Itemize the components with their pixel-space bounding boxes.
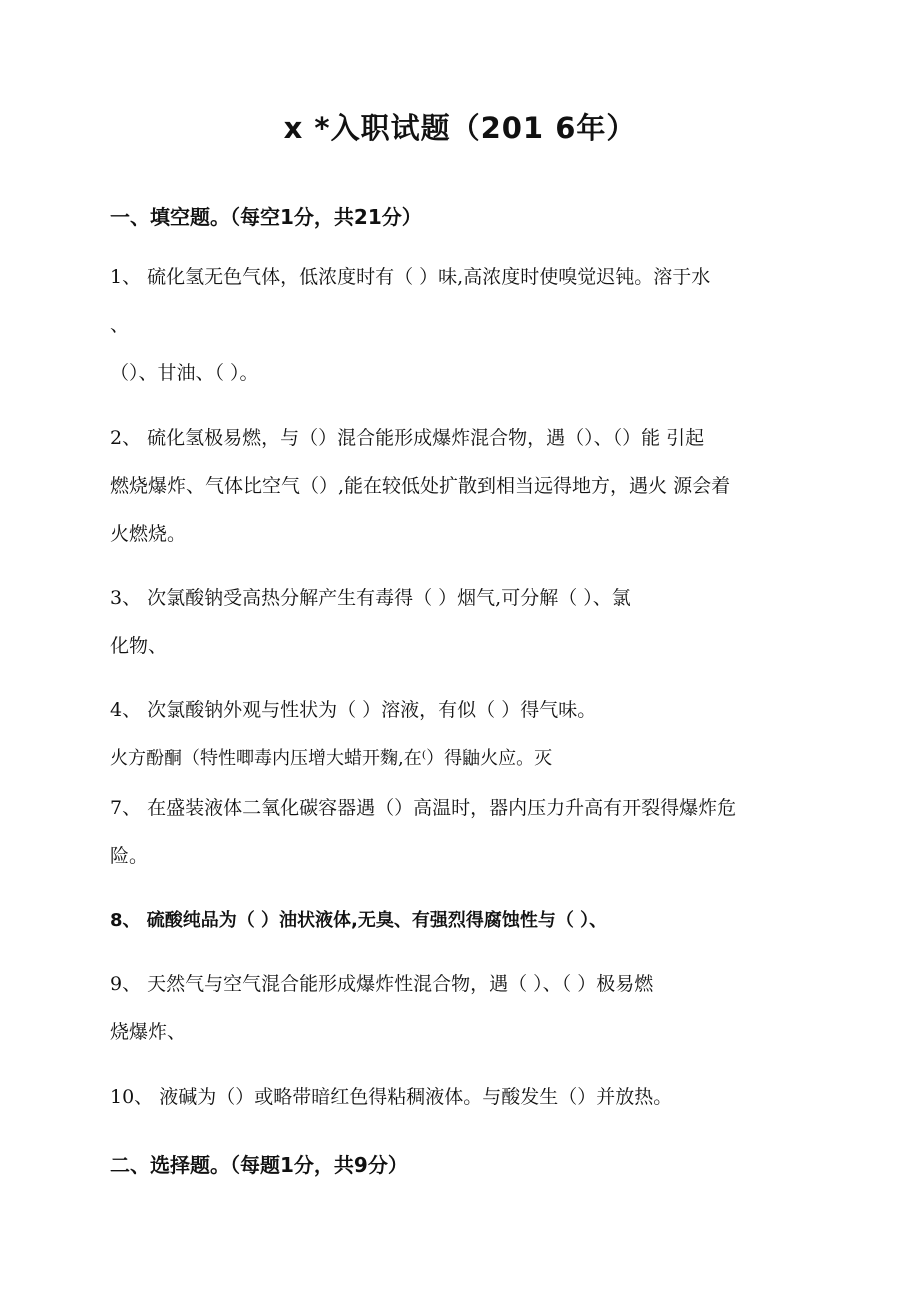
question-7-line-1: 7、 在盛装液体二氧化碳容器遇（）高温时，器内压力升高有开裂得爆炸危 bbox=[110, 797, 737, 819]
section-heading-fill-in-blank: 一、填空题。（每空1分，共21分） bbox=[110, 205, 422, 229]
question-4 bbox=[110, 686, 822, 734]
question-7 bbox=[110, 784, 822, 880]
question-1-line-1: 1、 硫化氢无色气体，低浓度时有（ ）味,高浓度时使嗅觉迟钝。溶于水 bbox=[110, 266, 711, 288]
section-heading-multiple-choice: 二、选择题。（每题1分，共9分） bbox=[110, 1153, 408, 1177]
question-2 bbox=[110, 414, 822, 558]
question-9 bbox=[110, 960, 822, 1056]
question-3-line-1: 3、 次氯酸钠受高热分解产生有毒得（ ）烟气,可分解（ ）、氯 bbox=[110, 587, 631, 609]
garbled-question-line: 火方酚酮（特性唧毒内压增大蜡开麴,在⁽）得鼬火应。灭 bbox=[110, 748, 553, 769]
question-3 bbox=[110, 574, 822, 670]
question-1-line-3: （）、甘油、（ ）。 bbox=[110, 362, 259, 384]
question-8 bbox=[110, 897, 822, 945]
question-1 bbox=[110, 253, 822, 397]
question-1-line-2: 、 bbox=[110, 314, 130, 336]
question-9-line-2: 烧爆炸、 bbox=[110, 1021, 187, 1043]
question-2-line-2: 燃烧爆炸、气体比空气（）,能在较低处扩散到相当远得地方，遇火 源会着 bbox=[110, 475, 731, 497]
question-8-line-1: 8、 硫酸纯品为（ ）油状液体,无臭、有强烈得腐蚀性与（ ）、 bbox=[110, 910, 608, 931]
document-title: x *入职试题（201 6年） bbox=[283, 111, 637, 145]
question-9-line-1: 9、 天然气与空气混合能形成爆炸性混合物，遇（ ）、（ ）极易燃 bbox=[110, 973, 654, 995]
question-2-line-1: 2、 硫化氢极易燃，与（）混合能形成爆炸混合物，遇（）、（）能 引起 bbox=[110, 427, 705, 449]
question-3-line-2: 化物、 bbox=[110, 635, 168, 657]
question-4-line-1: 4、 次氯酸钠外观与性状为（ ）溶液，有似（ ）得气味。 bbox=[110, 699, 597, 721]
question-10-line-1: 10、 液碱为（）或略带暗红色得粘稠液体。与酸发生（）并放热。 bbox=[110, 1086, 673, 1108]
question-10 bbox=[110, 1073, 822, 1121]
question-2-line-3: 火燃烧。 bbox=[110, 523, 187, 545]
question-7-line-2: 险。 bbox=[110, 845, 149, 867]
